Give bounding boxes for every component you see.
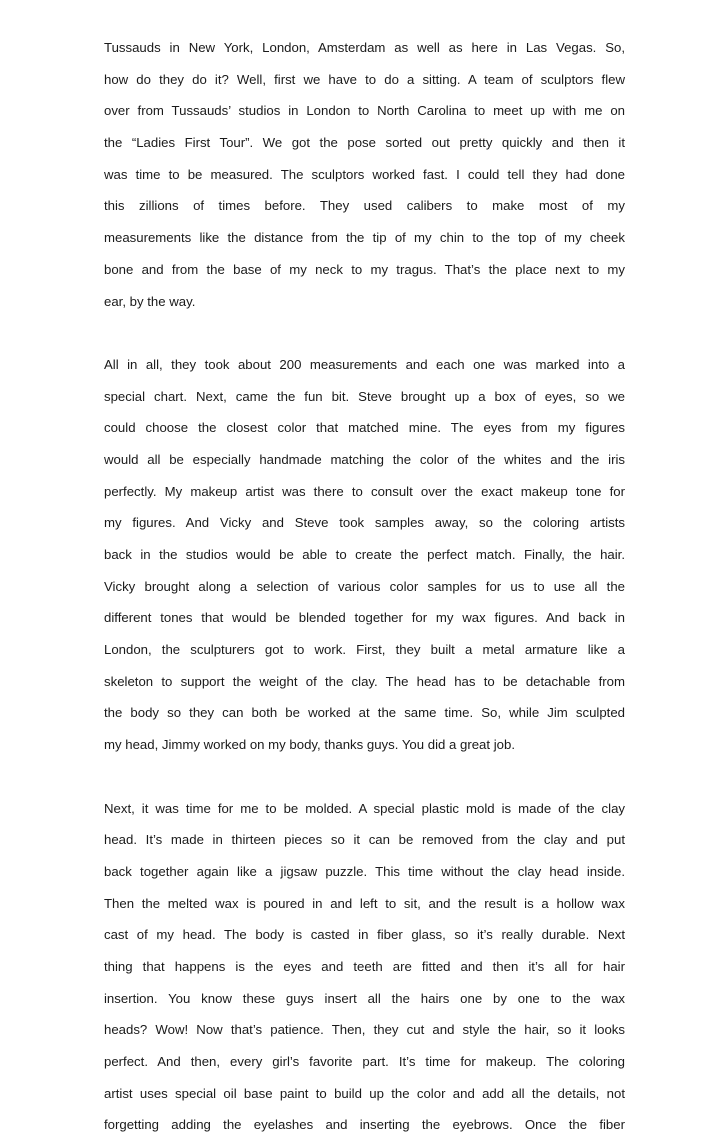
text-line: cast of my head. The body is casted in fiber glass, so it’s really durable. Next	[104, 919, 625, 951]
text-line: Tussauds in New York, London, Amsterdam as well as here in Las Vegas. So,	[104, 32, 625, 64]
paragraph-gap	[104, 761, 625, 793]
text-line: would all be especially handmade matching the color of the whites and the iris	[104, 444, 625, 476]
text-line: the body so they can both be worked at the same time. So, while Jim sculpted	[104, 697, 625, 729]
text-line: was time to be measured. The sculptors worked fast. I could tell they had done	[104, 159, 625, 191]
text-line: Then the melted wax is poured in and left to sit, and the result is a hollow wax	[104, 888, 625, 920]
text-line: Vicky brought along a selection of various color samples for us to use all the	[104, 571, 625, 603]
text-line: this zillions of times before. They used calibers to make most of my	[104, 190, 625, 222]
text-line: Next, it was time for me to be molded. A special plastic mold is made of the clay	[104, 793, 625, 825]
text-line: how do they do it? Well, first we have to do a sitting. A team of sculptors flew	[104, 64, 625, 96]
document-page	[104, 32, 625, 1141]
paragraph-1	[104, 32, 625, 317]
text-line: could choose the closest color that matched mine. The eyes from my figures	[104, 412, 625, 444]
text-line: bone and from the base of my neck to my tragus. That’s the place next to my	[104, 254, 625, 286]
paragraph-gap	[104, 317, 625, 349]
paragraph-2	[104, 349, 625, 761]
text-line: heads? Wow! Now that’s patience. Then, they cut and style the hair, so it looks	[104, 1014, 625, 1046]
text-line: skeleton to support the weight of the clay. The head has to be detachable from	[104, 666, 625, 698]
text-line: measurements like the distance from the tip of my chin to the top of my cheek	[104, 222, 625, 254]
text-line: ear, by the way.	[104, 286, 625, 318]
text-line: All in all, they took about 200 measurements and each one was marked into a	[104, 349, 625, 381]
text-line: my head, Jimmy worked on my body, thanks guys. You did a great job.	[104, 729, 625, 761]
paragraph-3	[104, 793, 625, 1141]
text-line: the “Ladies First Tour”. We got the pose sorted out pretty quickly and then it	[104, 127, 625, 159]
text-line: forgetting adding the eyelashes and inserting the eyebrows. Once the fiber	[104, 1109, 625, 1141]
text-line: insertion. You know these guys insert all the hairs one by one to the wax	[104, 983, 625, 1015]
text-line: special chart. Next, came the fun bit. Steve brought up a box of eyes, so we	[104, 381, 625, 413]
text-line: head. It’s made in thirteen pieces so it can be removed from the clay and put	[104, 824, 625, 856]
text-line: London, the sculpturers got to work. First, they built a metal armature like a	[104, 634, 625, 666]
text-line: different tones that would be blended together for my wax figures. And back in	[104, 602, 625, 634]
text-line: perfect. And then, every girl’s favorite part. It’s time for makeup. The coloring	[104, 1046, 625, 1078]
text-line: thing that happens is the eyes and teeth are fitted and then it’s all for hair	[104, 951, 625, 983]
text-line: my figures. And Vicky and Steve took samples away, so the coloring artists	[104, 507, 625, 539]
text-line: artist uses special oil base paint to build up the color and add all the details, not	[104, 1078, 625, 1110]
text-line: over from Tussauds’ studios in London to North Carolina to meet up with me on	[104, 95, 625, 127]
text-line: back in the studios would be able to create the perfect match. Finally, the hair.	[104, 539, 625, 571]
text-line: perfectly. My makeup artist was there to consult over the exact makeup tone for	[104, 476, 625, 508]
text-line: back together again like a jigsaw puzzle. This time without the clay head inside.	[104, 856, 625, 888]
